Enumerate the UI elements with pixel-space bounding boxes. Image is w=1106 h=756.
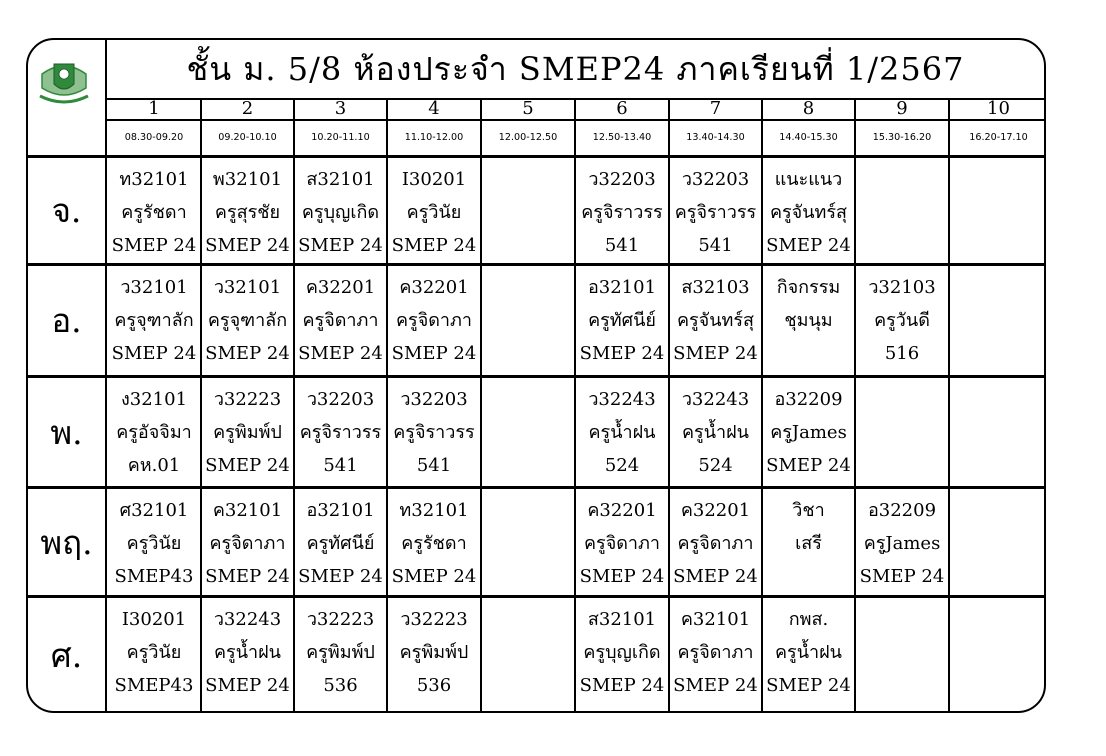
subject-code: ท32101 [119, 169, 189, 190]
room-label [481, 560, 575, 593]
schedule-cell [762, 383, 855, 486]
period-number: 4 [428, 98, 440, 119]
room-label [481, 229, 575, 262]
period-number: 10 [987, 98, 1010, 119]
subject-code [855, 163, 949, 196]
teacher-name: ครูจุฑาลัก [114, 310, 194, 331]
schedule-cell [201, 383, 294, 486]
subject-code: ส32101 [306, 169, 375, 190]
teacher-name: ครูวินัย [126, 533, 182, 554]
room-label: SMEP 24 [673, 675, 758, 696]
teacher-name: ครูจิราวรร [393, 422, 475, 443]
teacher-name: ครูรัชดา [121, 202, 187, 223]
schedule-cell [481, 383, 575, 486]
teacher-name: ครูบุญเกิด [301, 202, 380, 223]
room-label [855, 449, 949, 482]
subject-code: ว32203 [306, 389, 375, 410]
room-label [949, 229, 1046, 262]
period-number: 9 [896, 98, 908, 119]
room-label [762, 337, 855, 370]
schedule-cell [669, 603, 762, 713]
subject-code: ว32101 [213, 277, 282, 298]
teacher-name [949, 304, 1046, 337]
teacher-name [481, 196, 575, 229]
teacher-name: ครูน้ำฝน [214, 642, 281, 663]
subject-code: ว32101 [120, 277, 188, 298]
room-label [481, 337, 575, 370]
room-label: SMEP 24 [579, 675, 665, 696]
subject-code: ค32201 [399, 277, 469, 298]
period-time: 10.20-11.10 [311, 132, 370, 143]
subject-code: พ32101 [212, 169, 283, 190]
teacher-name: ชุมนุม [784, 310, 833, 331]
subject-code: อ32101 [306, 500, 375, 521]
teacher-name [481, 416, 575, 449]
period-number: 6 [616, 98, 628, 119]
schedule-cell [855, 494, 949, 595]
subject-code: ส32103 [681, 277, 750, 298]
room-label [855, 669, 949, 702]
teacher-name: ครูวินัย [126, 642, 182, 663]
schedule-cell [201, 494, 294, 595]
room-label: คห.01 [127, 455, 181, 476]
room-label: 536 [416, 675, 452, 696]
day-label: ศ. [50, 636, 83, 675]
teacher-name: ครูJames [770, 422, 847, 443]
schedule-cell [669, 271, 762, 375]
room-label: SMEP 24 [391, 566, 477, 587]
schedule-cell [669, 163, 762, 263]
schedule-cell [762, 163, 855, 263]
room-label: SMEP43 [114, 566, 194, 587]
subject-code: ว32223 [306, 609, 375, 630]
subject-code: ศ32101 [119, 500, 189, 521]
subject-code: ส32101 [587, 609, 657, 630]
room-label: SMEP 24 [298, 343, 383, 364]
subject-code: แนะแนว [774, 169, 843, 190]
subject-code: ว32243 [588, 389, 656, 410]
room-label [762, 560, 855, 593]
teacher-name: ครูจิดาภา [302, 310, 379, 331]
room-label: SMEP 24 [205, 675, 290, 696]
day-label: จ. [51, 191, 82, 230]
room-label: SMEP 24 [298, 566, 383, 587]
teacher-name: ครูวันดี [874, 310, 930, 331]
room-label: 541 [698, 235, 733, 256]
schedule-cell [949, 383, 1046, 486]
teacher-name: ครูพิมพ์ป [306, 642, 375, 663]
room-label: 524 [604, 455, 640, 476]
subject-code [481, 383, 575, 416]
period-time: 13.40-14.30 [686, 132, 745, 143]
period-time: 09.20-10.10 [218, 132, 277, 143]
teacher-name [481, 636, 575, 669]
subject-code [855, 603, 949, 636]
schedule-cell [107, 494, 201, 595]
subject-code: I30201 [121, 609, 187, 630]
subject-code [481, 603, 575, 636]
subject-code: กิจกรรม [776, 277, 841, 298]
period-time: 15.30-16.20 [872, 132, 932, 143]
schedule-cell [575, 163, 669, 263]
room-label: SMEP 24 [673, 343, 758, 364]
schedule-cell [949, 271, 1046, 375]
teacher-name [949, 636, 1046, 669]
room-label: SMEP 24 [766, 675, 851, 696]
teacher-name: ครูน้ำฝน [588, 422, 656, 443]
schedule-cell [294, 163, 387, 263]
subject-code: ว32103 [868, 277, 936, 298]
teacher-name: ครูทัศนีย์ [306, 533, 375, 554]
schedule-cell [669, 383, 762, 486]
day-label: พฤ. [40, 523, 93, 562]
schedule-cell [387, 603, 481, 713]
room-label [481, 669, 575, 702]
schedule-cell [107, 603, 201, 713]
room-label [949, 669, 1046, 702]
schedule-cell [762, 494, 855, 595]
teacher-name: ครูอัจจิมา [116, 422, 192, 443]
teacher-name: ครูจิราวรร [299, 422, 382, 443]
subject-code: ว32243 [213, 609, 282, 630]
teacher-name: ครูจิราวรร [581, 202, 663, 223]
period-time: 12.00-12.50 [498, 132, 558, 143]
timetable-frame [26, 38, 1046, 713]
period-number: 5 [522, 98, 534, 119]
subject-code: ค32201 [305, 277, 376, 298]
schedule-cell [294, 383, 387, 486]
teacher-name: ครูบุญเกิด [583, 642, 661, 663]
day-label: อ. [51, 301, 82, 340]
room-label: SMEP 24 [391, 235, 477, 256]
teacher-name: ครูน้ำฝน [775, 642, 842, 663]
subject-code: ค32101 [680, 609, 751, 630]
teacher-name [481, 304, 575, 337]
subject-code: ว32203 [681, 169, 750, 190]
row-divider [28, 263, 1046, 266]
subject-code: ค32201 [680, 500, 751, 521]
teacher-name: ครูพิมพ์ป [399, 642, 469, 663]
subject-code: ว32243 [681, 389, 750, 410]
subject-code: ค32201 [587, 500, 657, 521]
schedule-cell [949, 163, 1046, 263]
schedule-cell [855, 271, 949, 375]
schedule-cell [481, 271, 575, 375]
schedule-cell [294, 603, 387, 713]
teacher-name: ครูจันทร์สุ [769, 202, 848, 223]
schedule-cell [201, 271, 294, 375]
subject-code [481, 494, 575, 527]
schedule-cell [575, 271, 669, 375]
subject-code: ว32223 [400, 609, 468, 630]
schedule-cell [762, 603, 855, 713]
schedule-cell [575, 603, 669, 713]
teacher-name [855, 196, 949, 229]
room-label: 516 [884, 343, 920, 364]
schedule-cell [201, 603, 294, 713]
period-number: 3 [334, 98, 347, 119]
subject-code: I30201 [401, 169, 467, 190]
teacher-name: ครูJames [863, 533, 941, 554]
subject-code: ท32101 [399, 500, 469, 521]
schedule-cell [575, 494, 669, 595]
teacher-name [949, 527, 1046, 560]
room-label: SMEP 24 [205, 235, 290, 256]
subject-code: ค32101 [212, 500, 283, 521]
subject-code [481, 163, 575, 196]
subject-code [949, 163, 1046, 196]
teacher-name: ครูสุรชัย [214, 202, 281, 223]
schedule-cell [387, 163, 481, 263]
row-divider [28, 375, 1046, 378]
room-label: SMEP 24 [673, 566, 758, 587]
teacher-name [949, 416, 1046, 449]
subject-code: ว32203 [400, 389, 468, 410]
schedule-cell [294, 271, 387, 375]
schedule-cell [201, 163, 294, 263]
schedule-cell [294, 494, 387, 595]
period-number: 1 [148, 98, 160, 119]
teacher-name: ครูจันทร์สุ [676, 310, 755, 331]
schedule-cell [855, 163, 949, 263]
room-label [855, 229, 949, 262]
schedule-cell [762, 271, 855, 375]
room-label [949, 337, 1046, 370]
room-label: 541 [604, 235, 640, 256]
schedule-cell [949, 603, 1046, 713]
period-number: 2 [241, 98, 254, 119]
teacher-name [855, 636, 949, 669]
room-label: SMEP 24 [298, 235, 383, 256]
teacher-name: ครูน้ำฝน [682, 422, 749, 443]
teacher-name: ครูวินัย [406, 202, 462, 223]
teacher-name: ครูจุฑาลัก [207, 310, 288, 331]
schedule-cell [107, 383, 201, 486]
schedule-cell [855, 603, 949, 713]
room-label: 541 [416, 455, 452, 476]
schedule-cell [481, 163, 575, 263]
period-number: 7 [709, 98, 722, 119]
schedule-cell [855, 383, 949, 486]
schedule-cell [387, 383, 481, 486]
period-time: 16.20-17.10 [969, 132, 1028, 143]
subject-code: ว32203 [588, 169, 656, 190]
teacher-name: ครูจิดาภา [395, 310, 473, 331]
room-label: SMEP 24 [766, 235, 851, 256]
subject-code [949, 271, 1046, 304]
subject-code [949, 383, 1046, 416]
teacher-name: ครูพิมพ์ป [213, 422, 282, 443]
period-time: 11.10-12.00 [404, 132, 464, 143]
teacher-name: ครูทัศนีย์ [588, 310, 656, 331]
room-label: 541 [323, 455, 358, 476]
room-label [949, 449, 1046, 482]
schedule-cell [949, 494, 1046, 595]
room-label: SMEP 24 [579, 566, 665, 587]
subject-code: ว32223 [213, 389, 282, 410]
row-divider [28, 486, 1046, 489]
room-label: SMEP 24 [205, 566, 290, 587]
schedule-cell [575, 383, 669, 486]
teacher-name: เสรี [795, 533, 822, 554]
period-time: 08.30-09.20 [124, 132, 184, 143]
teacher-name [949, 196, 1046, 229]
period-number: 8 [802, 98, 815, 119]
teacher-name: ครูจิดาภา [209, 533, 286, 554]
row-divider [28, 595, 1046, 598]
teacher-name: ครูจิดาภา [677, 533, 754, 554]
subject-code: อ32209 [867, 500, 937, 521]
teacher-name [855, 416, 949, 449]
teacher-name: ครูจิดาภา [677, 642, 754, 663]
teacher-name: ครูจิราวรร [674, 202, 757, 223]
room-label [481, 449, 575, 482]
subject-code: วิชา [792, 500, 825, 521]
schedule-cell [107, 271, 201, 375]
room-label: SMEP 24 [205, 343, 290, 364]
day-label: พ. [50, 413, 83, 452]
room-label: SMEP 24 [205, 455, 290, 476]
room-label: SMEP 24 [859, 566, 945, 587]
period-time: 12.50-13.40 [592, 132, 652, 143]
subject-code [481, 271, 575, 304]
page-title: ชั้น ม. 5/8 ห้องประจำ SMEP24 ภาคเรียนที่ 1/2567 [186, 50, 965, 88]
teacher-name: ครูรัชดา [401, 533, 467, 554]
school-logo [34, 52, 94, 112]
subject-code [949, 494, 1046, 527]
room-label: 524 [698, 455, 733, 476]
room-label: SMEP 24 [579, 343, 665, 364]
teacher-name: ครูจิดาภา [583, 533, 661, 554]
subject-code: อ32101 [587, 277, 657, 298]
room-label: 536 [323, 675, 358, 696]
period-time: 14.40-15.30 [779, 132, 838, 143]
subject-code: ง32101 [120, 389, 188, 410]
room-label: SMEP 24 [111, 343, 197, 364]
schedule-cell [107, 163, 201, 263]
subject-code: กพส. [788, 609, 829, 630]
subject-code [855, 383, 949, 416]
room-label: SMEP43 [114, 675, 194, 696]
room-label: SMEP 24 [766, 455, 851, 476]
schedule-cell [387, 271, 481, 375]
schedule-cell [481, 494, 575, 595]
subject-code [949, 603, 1046, 636]
schedule-cell [387, 494, 481, 595]
teacher-name [481, 527, 575, 560]
room-label: SMEP 24 [111, 235, 197, 256]
room-label [949, 560, 1046, 593]
schedule-cell [669, 494, 762, 595]
room-label: SMEP 24 [391, 343, 477, 364]
subject-code: อ32209 [774, 389, 843, 410]
divider [28, 155, 1046, 158]
schedule-cell [481, 603, 575, 713]
